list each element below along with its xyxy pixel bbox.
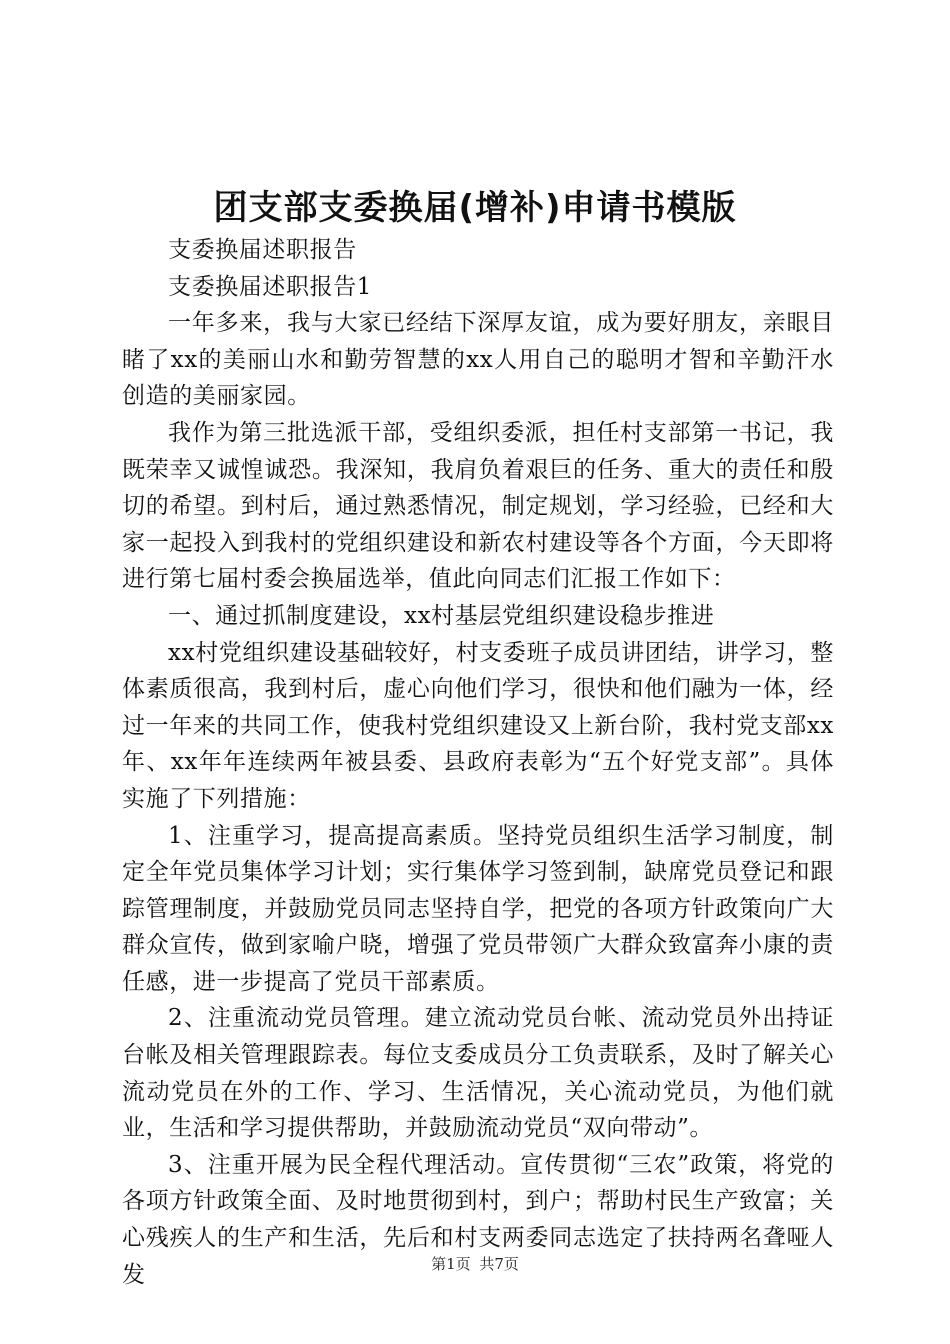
paragraph: 1、注重学习，提高提高素质。坚持党员组织生活学习制度，制定全年党员集体学习计划；实行集体学习签到制，缺席党员登记和跟踪管理制度，并鼓励党员同志坚持自学，把党的各项方针政策向广大群众宣传，做到家喻户晓，增强了党员带领广大群众致富奔小康的责任感，进一步提高了党员干部素质。	[122, 822, 834, 995]
document-title: 团支部支委换届(增补)申请书模版	[213, 188, 737, 228]
section-heading: 一、通过抓制度建设，xx村基层党组织建设稳步推进	[168, 602, 715, 629]
paragraph: 我作为第三批选派干部，受组织委派，担任村支部第一书记，我既荣幸又诚惶诚恐。我深知，我肩负着艰巨的任务、重大的责任和殷切的希望。到村后，通过熟悉情况，制定规划，学习经验，已经和大家一起投入到我村的党组织建设和新农村建设等各个方面，今天即将进行第七届村委会换届选举，值此向同志们汇报工作如下：	[122, 419, 834, 593]
paragraph: 2、注重流动党员管理。建立流动党员台帐、流动党员外出持证台帐及相关管理跟踪表。每位支委成员分工负责联系，及时了解关心流动党员在外的工作、学习、生活情况，关心流动党员，为他们就业，生活和学习提供帮助，并鼓励流动党员“双向带动”。	[122, 1005, 834, 1142]
paragraph-subtitle: 支委换届述职报告	[168, 237, 357, 263]
page-footer	[0, 1254, 950, 1274]
document-body	[122, 232, 834, 1293]
page-number: 第1页	[431, 1255, 471, 1273]
paragraph: 3、注重开展为民全程代理活动。宣传贯彻“三农”政策，将党的各项方针政策全面、及时地贯彻到村，到户；帮助村民生产致富；关心残疾人的生产和生活，先后和村支两委同志选定了扶持两名聋哑人发	[122, 1151, 834, 1288]
paragraph: xx村党组织建设基础较好，村支委班子成员讲团结，讲学习，整体素质很高，我到村后，虚心向他们学习，很快和他们融为一体，经过一年来的共同工作，使我村党组织建设又上新台阶，我村党支部xx年、xx年年连续两年被县委、县政府表彰为“五个好党支部”。具体实施了下列措施：	[122, 639, 834, 812]
paragraph-subtitle-1: 支委换届述职报告1	[168, 273, 373, 300]
paragraph: 一年多来，我与大家已经结下深厚友谊，成为要好朋友，亲眼目睹了xx的美丽山水和勤劳智慧的xx人用自己的聪明才智和辛勤汗水创造的美丽家园。	[122, 310, 834, 410]
page-total: 共7页	[479, 1255, 519, 1273]
